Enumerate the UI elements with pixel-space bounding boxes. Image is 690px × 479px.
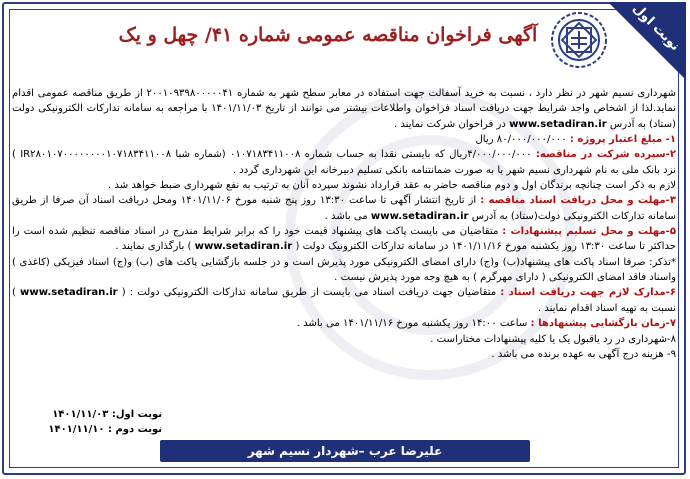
item-5: ۵-مهلت و محل تسلیم پیشنهادات : متقاضیان می بایست پاکت های پیشنهاد قیمت خود را که برابر شرایط مندرج در اسناد مناقصه تنظیم شده است را حداکثر تا ساعت ۱۳:۳۰ روز یکشنبه مورخ ۱۴۰۱/۱۱/۱۶ در سامانه تدارکات الکترونیک دولت ( www.setadiran.ir ) بارگذاری نمایند . <box>12 226 676 253</box>
intro-paragraph: شهرداری نسیم شهر در نظر دارد ، نسبت به خرید آسفالت جهت استفاده در معابر سطح شهر به شماره ۲۰۰۱۰۹۳۹۸۰۰۰۰۰۴۱ از طریق مناقصه عمومی اقدام نماید.لذا از اشخاص واجد شرایط جهت دریافت اسناد فراخوان واطلاعات بیشتر می توانند از تاریخ ۱۴۰۱/۱۱/۰۳ با مراجعه به سامانه تدارکات الکترونیکی دولت (ستاد) به آدرس www.setadiran.ir در فراخوان شرکت نمایند . <box>12 88 676 130</box>
second-round-date: نوبت دوم : ۱۴۰۱/۱۱/۱۰ <box>48 424 162 435</box>
item-2-note: لازم به ذکر است چنانچه برندگان اول و دوم مناقصه حاضر به عقد قرارداد نشوند سپرده آنان به ترتیب به نفع شهرداری ضبط خواهد شد . <box>108 180 676 192</box>
item-3: ۳-مهلت و محل دریافت اسناد مناقصه : از تاریخ انتشار آگهی تا ساعت ۱۳:۳۰ روز پنج شنبه مورخ ۱۴۰۱/۱۱/۰۶ ومحل دریافت اسناد آن صرفا از طریق سامانه تدارکات الکترونیکی دولت(ستاد) به آدرس www.setadiran.ir می باشد . <box>12 195 677 222</box>
notice-title: آگهی فراخوان مناقصه عمومی شماره ۴۱/ چهل و یک <box>118 24 538 46</box>
first-round-date: نوبت اول: ۱۴۰۱/۱۱/۰۳ <box>52 409 162 420</box>
site-link[interactable]: www.setadiran.ir <box>194 241 293 253</box>
item-7: ۷-زمان بازگشایی پیشنهادها : ساعت ۱۴:۰۰ روز یکشنبه مورخ ۱۴۰۱/۱۱/۱۶ می باشد . <box>296 318 676 330</box>
signature-bar: علیرضا عرب –شهردار نسیم شهر <box>160 440 530 462</box>
item-6: ۶-مدارک لازم جهت دریافت اسناد : متقاضیان جهت دریافت اسناد می بایست از طریق سامانه تدارکات الکترونیکی دولت : ( www.setadiran.ir ) نسبت به تهیه اسناد اقدام نمایند . <box>12 287 676 314</box>
item-8: ۸-شهرداری در رد یاقبول یک یا کلیه پیشنهادات مختاراست . <box>430 333 676 345</box>
site-link[interactable]: www.setadiran.ir <box>20 287 118 299</box>
item-9: ۹- هزینه درج آگهی به عهده برنده می باشد . <box>491 348 676 360</box>
item-2: ۲-سپرده شرکت در مناقصه: ۴/۰۰۰/۰۰۰/۰۰۰ریال که بایستی نقدا به حساب شماره ۰۱۰۷۱۸۳۴۱۱۰۰۸ (شماره شبا IR۲۸۰۱۰۷۰۰۰۰۰۰۰۰۱۰۷۱۸۳۴۱۱۰۰۸ ) نزد بانک ملی به نام شهرداری نسیم شهر یا به صورت ضمانتنامه بانکی تسلیم دبیرخانه این شهرداری گردد . <box>12 149 676 176</box>
site-link[interactable]: www.setadiran.ir <box>370 210 469 222</box>
site-link[interactable]: www.setadiran.ir <box>509 118 607 130</box>
round-badge: نوبت اول <box>629 0 683 55</box>
note-paragraph: *تذکر: صرفا اسناد پاکت های پیشنهاد(ب) و(ج) دارای امضای الکترونیکی مورد پذیرش است و در جلسه بازگشایی پاکت های (ب) و(ج) اسناد فیزیکی (کاغذی ) واسناد فاقد امضای الکترونیکی ( دارای مهرگرم ) به هیچ وجه مورد پذیرش نیست . <box>12 256 676 284</box>
municipality-logo-icon <box>548 9 610 71</box>
item-1: ۱- مبلغ اعتبار پروژه : ۸۰/۰۰۰/۰۰۰/۰۰۰ ریال <box>475 134 676 146</box>
publication-dates <box>12 407 162 437</box>
notice-body <box>12 86 676 362</box>
